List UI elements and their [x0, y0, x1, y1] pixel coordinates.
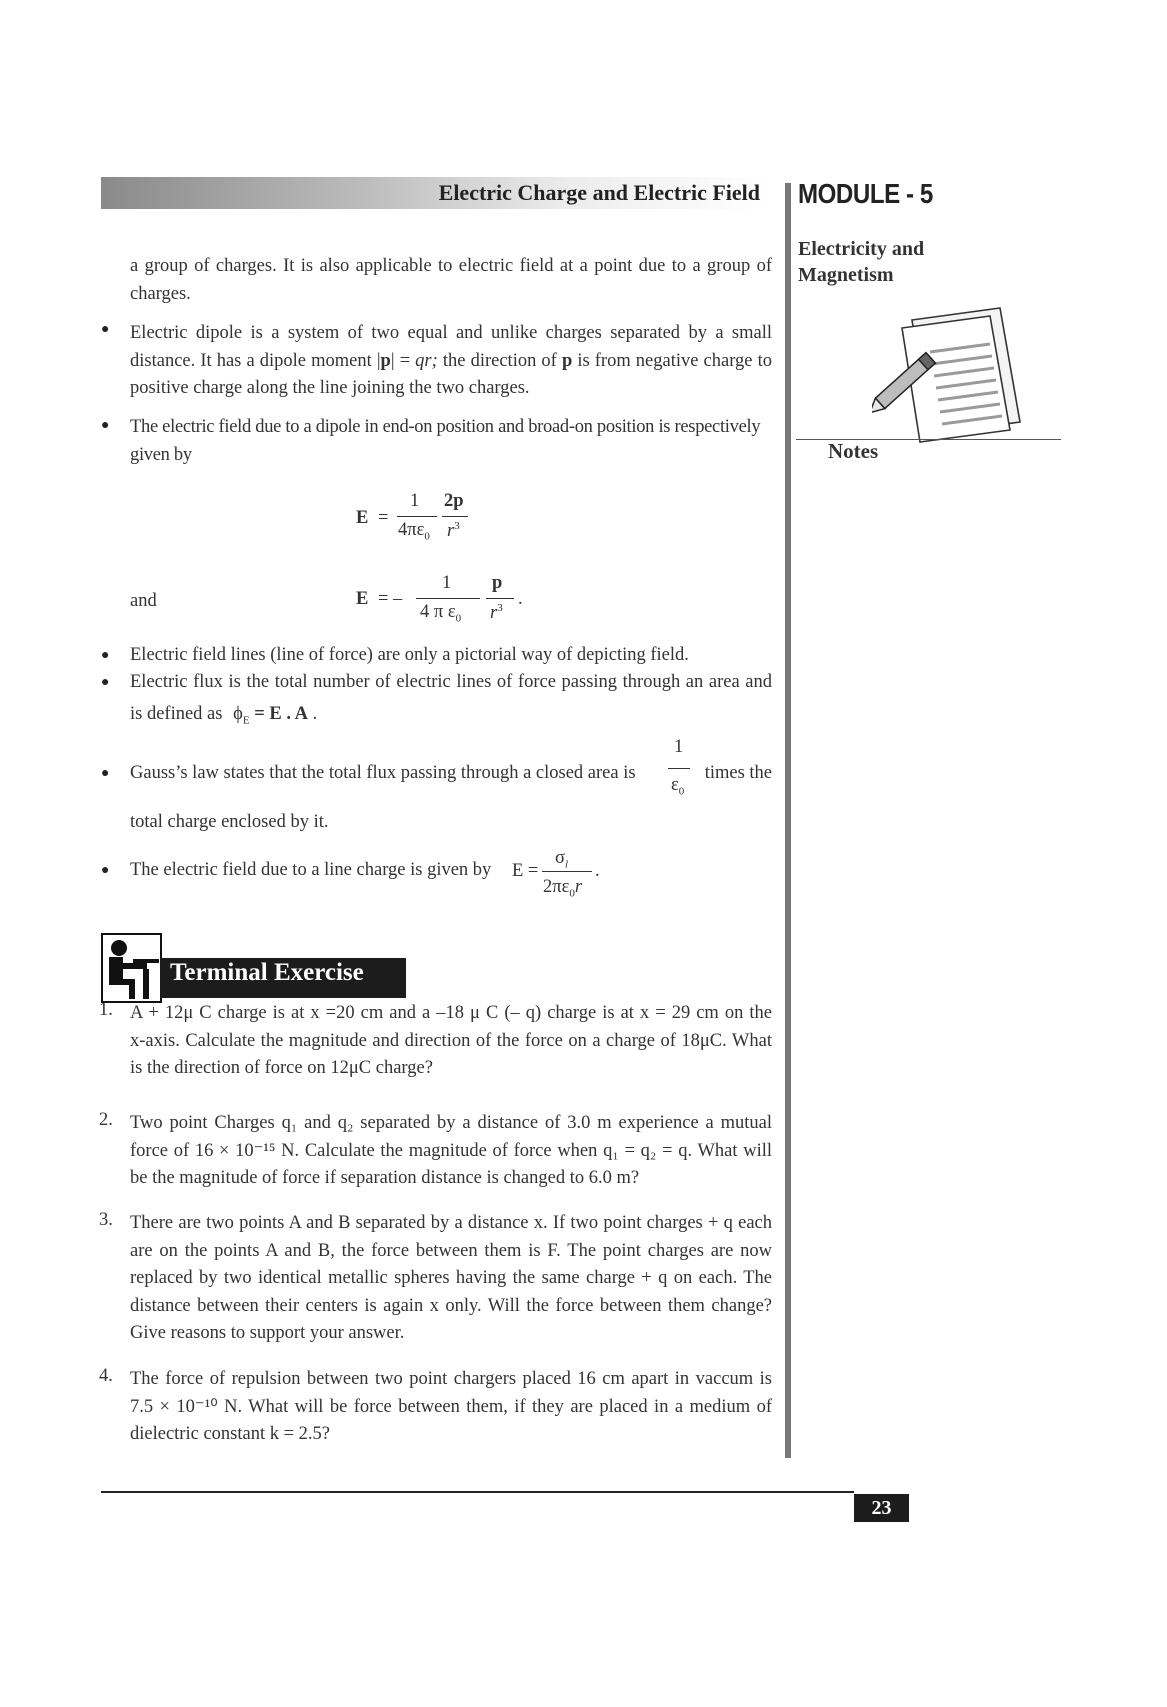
margin-divider [785, 183, 791, 1458]
eq-denominator [420, 602, 461, 625]
text-line: There are two points A and B separated by a distance x. If two point charges + q each [130, 1213, 772, 1233]
exercise-item [130, 1210, 772, 1348]
eq-sign: = [378, 508, 389, 528]
exercise-number: 2. [99, 1110, 113, 1130]
header-bar [101, 177, 772, 209]
fraction-line [416, 598, 480, 599]
text-span: 4 π ε [420, 602, 456, 622]
bullet-dipole [130, 320, 772, 403]
gauss-numerator: 1 [674, 737, 684, 757]
notes-pencil-icon [872, 306, 1022, 448]
fraction-line [542, 871, 592, 872]
bullet-icon: ● [101, 648, 110, 663]
text-span: 0 [424, 530, 430, 543]
text-line [130, 737, 772, 798]
eq-numerator: 1 [410, 491, 420, 511]
text-line: charges. [130, 283, 191, 304]
text-line: are on the points A and B, the force between them is F. The point charges are now [130, 1240, 772, 1261]
exercise-number: 1. [99, 1000, 113, 1020]
text-span: r [574, 877, 583, 897]
eq-denominator [398, 520, 430, 543]
text-line: given by [130, 444, 192, 465]
notes-label: Notes [828, 439, 879, 463]
module-label: MODULE - 5 [798, 178, 933, 209]
text-span: The electric field due to a line charge is given by [130, 860, 492, 880]
text-span: E [242, 714, 250, 727]
eq-lhs: E [356, 589, 369, 609]
text-span: Gauss’s law states that the total flux passing through a closed area is [130, 763, 636, 783]
bullet-icon: ● [101, 675, 110, 690]
and-label: and [130, 591, 157, 611]
subject-label [798, 236, 924, 288]
text-line [130, 348, 772, 376]
exercise-item [130, 1000, 772, 1083]
text-line: total charge enclosed by it. [130, 812, 329, 832]
eq-end: . [595, 861, 600, 881]
eq-denominator [490, 602, 503, 624]
eq-end: . [518, 589, 523, 609]
bullet-icon: ● [101, 322, 110, 337]
subject-line-1: Electricity and [798, 238, 925, 260]
bullet-dipole-field [130, 414, 772, 469]
eq-numerator: p [492, 573, 503, 593]
text-line: Electric dipole is a system of two equal and unlike charges separated by a small [130, 323, 772, 343]
text-span: ϕ [233, 703, 243, 724]
fraction-line [442, 516, 468, 517]
text-span: the direction of [437, 350, 562, 371]
bullet-icon: ● [101, 863, 110, 878]
text-span: 0 [569, 887, 575, 900]
exercise-number: 4. [99, 1366, 113, 1386]
footer-rule [101, 1491, 854, 1493]
text-span: 3 [497, 602, 503, 614]
fraction-line [668, 768, 690, 769]
text-span: distance. It has a dipole moment | [130, 350, 381, 371]
eq-sign: = – [378, 589, 403, 609]
text-line: The electric field due to a dipole in end-on position and broad-on position is respectively [130, 417, 761, 437]
equation-end-on [350, 488, 500, 558]
subject-line-2: Magnetism [798, 264, 894, 286]
text-span: . [312, 703, 318, 724]
text-span: r [490, 603, 498, 624]
gauss-denominator [671, 772, 684, 806]
text-line: be the magnitude of force if separation distance is changed to 6.0 m? [130, 1168, 640, 1188]
fraction-line [397, 516, 437, 517]
fraction-line [486, 598, 514, 599]
exercise-icon-box [101, 933, 162, 1003]
flux-formula [233, 703, 318, 727]
text-line: force of 16 × 10⁻¹⁵ N. Calculate the magnitude of force when q₁ = q₂ = q. What will [130, 1140, 772, 1161]
bullet-field-lines: Electric field lines (line of force) are only a pictorial way of depicting field. [130, 645, 689, 665]
eq-numerator: 2p [444, 491, 464, 511]
text-span: p [561, 350, 573, 371]
eq-lhs: E = [512, 861, 539, 881]
text-span: σ [555, 848, 565, 868]
text-span: p [380, 350, 391, 371]
exercise-item [130, 1110, 772, 1193]
text-line: A + 12μ C charge is at x =20 cm and a –18 μ C (– q) charge is at x = 29 cm on the [130, 1003, 772, 1023]
text-span: | = [390, 350, 416, 371]
eq-numerator: 1 [442, 573, 452, 593]
text-line: positive charge along the line joining the two charges. [130, 378, 530, 398]
student-desk-icon [103, 935, 160, 1001]
text-span: 0 [678, 785, 685, 798]
text-span: 0 [455, 612, 462, 625]
text-line: is the direction of force on 12μC charge? [130, 1058, 433, 1078]
text-span: qr; [415, 350, 438, 371]
bullet-flux [130, 669, 772, 735]
eq-lhs: E [356, 508, 369, 528]
text-span: is from negative charge to [572, 350, 773, 371]
exercise-number: 3. [99, 1210, 113, 1230]
bullet-gauss [130, 737, 772, 837]
text-span: r [447, 521, 455, 542]
text-span: 2πε [543, 877, 570, 897]
bullet-icon: ● [101, 766, 110, 781]
eq-denominator [543, 874, 582, 908]
exercise-title: Terminal Exercise [170, 959, 364, 986]
chapter-title: Electric Charge and Electric Field [438, 180, 760, 205]
text-line: Two point Charges q₁ and q₂ separated by a distance of 3.0 m experience a mutual [130, 1113, 772, 1133]
paragraph-continuation [130, 253, 772, 308]
text-line: The force of repulsion between two point chargers placed 16 cm apart in vaccum is [130, 1369, 772, 1389]
text-line: x-axis. Calculate the magnitude and direction of the force on a charge of 18μC. What [130, 1030, 772, 1051]
eq-denominator [447, 520, 460, 542]
text-line: Electric flux is the total number of electric lines of force passing through an area and [130, 672, 772, 692]
text-span: times the [704, 763, 772, 783]
text-span: ε [671, 775, 679, 795]
text-span: l [564, 858, 569, 871]
text-line: 7.5 × 10⁻¹⁰ N. What will be force between them, if they are placed in a medium of [130, 1396, 772, 1417]
bullet-icon: ● [101, 418, 110, 433]
text-line: Give reasons to support your answer. [130, 1323, 405, 1343]
text-line: replaced by two identical metallic spheres having the same charge + q on each. The [130, 1268, 772, 1288]
text-span: 3 [454, 520, 460, 532]
text-span: is defined as [130, 703, 223, 724]
text-span: 4πε [398, 520, 425, 540]
exercise-item [130, 1366, 772, 1449]
equation-broad-on [350, 572, 540, 642]
text-line: dielectric constant k = 2.5? [130, 1424, 330, 1444]
text-line: a group of charges. It is also applicable to electric field at a point due to a group of [130, 256, 772, 276]
page-number: 23 [854, 1494, 909, 1522]
text-line: distance between their centers is again x only. Will the force between them change? [130, 1295, 772, 1316]
text-line [130, 701, 772, 735]
text-span: = E . A [254, 703, 308, 724]
